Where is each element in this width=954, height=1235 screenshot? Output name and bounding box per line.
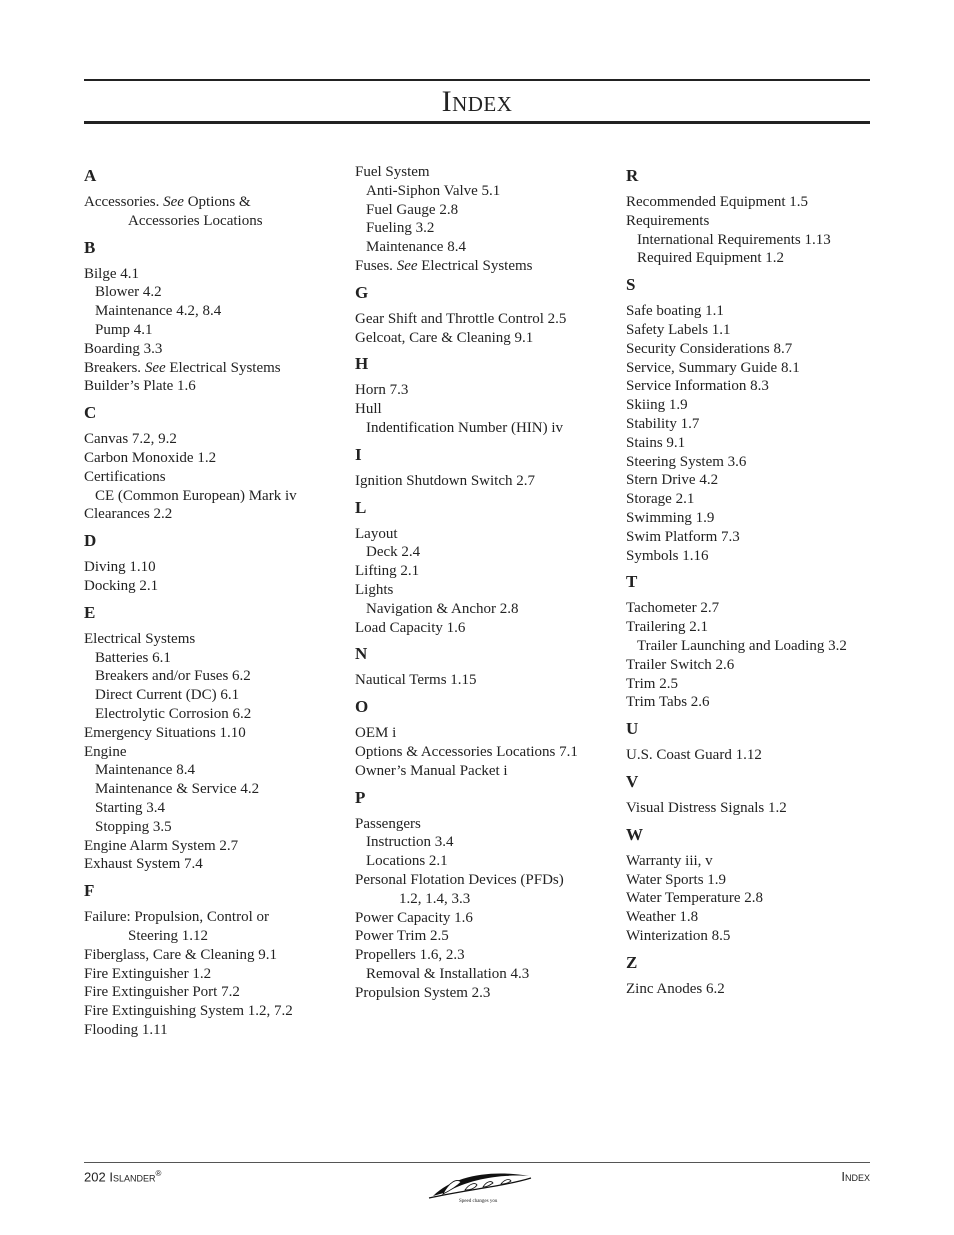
index-section — [355, 787, 620, 1003]
index-entry — [626, 528, 891, 547]
index-column-1 — [84, 163, 349, 1046]
entry-text: Breakers. — [84, 359, 145, 376]
index-subentry — [84, 705, 349, 724]
index-subentry — [84, 761, 349, 780]
index-entry — [355, 671, 620, 690]
entry-text: OEM i — [355, 725, 397, 742]
entry-text: Security Considerations 8.7 — [626, 340, 793, 357]
entry-text: Direct Current (DC) 6.1 — [95, 687, 240, 704]
index-section — [355, 643, 620, 690]
index-entry — [355, 946, 620, 965]
see-reference: See — [163, 194, 184, 210]
index-entry — [626, 980, 891, 999]
entry-target: Options & — [183, 194, 251, 210]
index-entry — [84, 193, 349, 231]
index-letter-heading: C — [84, 403, 97, 423]
entry-text: Layout — [355, 525, 398, 542]
index-subentry — [355, 852, 620, 871]
index-entry-list — [84, 908, 349, 1040]
entry-text: Flooding 1.11 — [84, 1021, 168, 1038]
index-entry-list — [355, 525, 620, 638]
footer-rule — [84, 1162, 870, 1163]
entry-text: Blower 4.2 — [95, 284, 162, 301]
index-entry — [355, 525, 620, 544]
header-rule-bottom — [84, 121, 870, 124]
index-letter-heading: Z — [626, 952, 638, 972]
entry-text: Fuel System — [355, 164, 430, 180]
index-entry-list — [84, 630, 349, 874]
index-entry — [355, 562, 620, 581]
index-letter-heading: G — [355, 282, 369, 302]
entry-text: Zinc Anodes 6.2 — [626, 980, 725, 997]
index-section — [626, 824, 891, 946]
index-subentry — [84, 649, 349, 668]
entry-text: Winterization 8.5 — [626, 927, 731, 944]
index-subentry — [626, 637, 891, 656]
index-entry — [626, 340, 891, 359]
index-section — [355, 696, 620, 780]
index-subentry — [355, 201, 620, 220]
index-entry — [355, 581, 620, 600]
entry-continuation: 1.2, 1.4, 3.3 — [399, 890, 471, 907]
index-entry — [84, 377, 349, 396]
footer-page-label — [84, 1169, 161, 1184]
index-entry — [84, 983, 349, 1002]
entry-text: Electrical Systems — [84, 630, 196, 647]
entry-text: Propellers 1.6, 2.3 — [355, 947, 465, 964]
index-entry — [84, 577, 349, 596]
index-subentry — [355, 219, 620, 238]
index-section — [355, 497, 620, 638]
entry-text: Warranty iii, v — [626, 852, 713, 869]
index-section — [626, 952, 891, 999]
entry-text: Safe boating 1.1 — [626, 303, 724, 320]
index-subentry — [84, 302, 349, 321]
index-section — [355, 444, 620, 491]
index-section — [84, 402, 349, 524]
index-subentry — [355, 600, 620, 619]
entry-text: Instruction 3.4 — [366, 834, 454, 851]
index-entry — [84, 449, 349, 468]
index-entry — [626, 415, 891, 434]
index-letter-heading: N — [355, 644, 368, 664]
index-subentry — [626, 231, 891, 250]
index-entry — [626, 396, 891, 415]
entry-text: Lights — [355, 581, 394, 598]
index-entry — [84, 505, 349, 524]
entry-text: Clearances 2.2 — [84, 506, 173, 523]
index-entry — [626, 193, 891, 212]
index-letter-heading: D — [84, 531, 97, 551]
index-subentry — [84, 686, 349, 705]
index-entry-list — [84, 193, 349, 231]
entry-text: Certifications — [84, 468, 166, 485]
index-subentry — [84, 818, 349, 837]
index-subentry — [84, 780, 349, 799]
entry-text: Visual Distress Signals 1.2 — [626, 799, 787, 816]
entry-text: Symbols 1.16 — [626, 547, 709, 564]
index-letter-heading: B — [84, 237, 96, 257]
index-entry — [355, 381, 620, 400]
index-entry — [626, 675, 891, 694]
index-letter-heading: L — [355, 497, 367, 517]
index-entry — [84, 743, 349, 762]
entry-text: Tachometer 2.7 — [626, 600, 720, 617]
entry-text: Gear Shift and Throttle Control 2.5 — [355, 310, 567, 327]
index-subentry — [355, 182, 620, 201]
entry-text: Batteries 6.1 — [95, 649, 171, 666]
index-entry — [84, 340, 349, 359]
index-entry — [626, 490, 891, 509]
entry-text: Service, Summary Guide 8.1 — [626, 359, 800, 376]
index-entry — [355, 472, 620, 491]
entry-text: International Requirements 1.13 — [637, 231, 831, 248]
index-column-3 — [626, 163, 891, 1005]
entry-text: Swimming 1.9 — [626, 509, 715, 526]
entry-text: Power Capacity 1.6 — [355, 909, 473, 926]
index-entry-list — [355, 815, 620, 1003]
index-entry — [355, 984, 620, 1003]
see-reference: See — [396, 257, 418, 274]
entry-text: Failure: Propulsion, Control or — [84, 909, 269, 926]
index-entry-list — [355, 472, 620, 491]
index-entry-list — [626, 852, 891, 946]
entry-continuation: Accessories Locations — [128, 212, 263, 229]
index-entry — [626, 377, 891, 396]
entry-text: Docking 2.1 — [84, 577, 159, 594]
entry-text: U.S. Coast Guard 1.12 — [626, 747, 762, 764]
index-entry — [84, 430, 349, 449]
index-letter-heading: T — [626, 572, 638, 592]
entry-text: Hull — [355, 401, 382, 418]
entry-text: Horn 7.3 — [355, 382, 409, 399]
index-entry — [84, 837, 349, 856]
index-letter-heading: W — [626, 824, 643, 844]
index-entry — [626, 746, 891, 765]
entry-text: Stability 1.7 — [626, 415, 700, 432]
entry-text: Steering System 3.6 — [626, 453, 747, 470]
entry-text: Trailering 2.1 — [626, 619, 708, 636]
baja-logo-icon — [425, 1168, 535, 1206]
entry-text: Safety Labels 1.1 — [626, 321, 731, 338]
model-name: Islander — [109, 1169, 156, 1185]
index-entry — [626, 509, 891, 528]
entry-text: Boarding 3.3 — [84, 340, 163, 357]
entry-text: Engine — [84, 743, 127, 760]
index-letter-heading: O — [355, 697, 369, 717]
index-entry — [626, 302, 891, 321]
entry-text: Recommended Equipment 1.5 — [626, 194, 809, 210]
entry-text: Diving 1.10 — [84, 559, 156, 576]
index-entry — [355, 163, 620, 182]
index-section — [84, 237, 349, 397]
index-section — [355, 353, 620, 437]
index-entry-list — [355, 671, 620, 690]
index-entry — [355, 724, 620, 743]
entry-text: Builder’s Plate 1.6 — [84, 378, 196, 395]
entry-text: Deck 2.4 — [366, 544, 421, 561]
entry-text: Carbon Monoxide 1.2 — [84, 449, 217, 466]
index-entry-list — [355, 310, 620, 348]
entry-text: Fire Extinguisher 1.2 — [84, 965, 212, 982]
entry-text: Maintenance 4.2, 8.4 — [95, 303, 222, 320]
entry-target: Electrical Systems — [165, 359, 281, 376]
page-number: 202 — [84, 1169, 106, 1185]
entry-text: Navigation & Anchor 2.8 — [366, 600, 519, 617]
entry-text: Fiberglass, Care & Cleaning 9.1 — [84, 946, 278, 963]
entry-text: Locations 2.1 — [366, 853, 448, 870]
entry-text: Service Information 8.3 — [626, 378, 769, 395]
index-entry — [84, 965, 349, 984]
entry-text: Nautical Terms 1.15 — [355, 672, 477, 689]
index-entry — [626, 453, 891, 472]
entry-text: Personal Flotation Devices (PFDs) — [355, 871, 564, 888]
entry-text: Lifting 2.1 — [355, 563, 420, 580]
index-section — [626, 718, 891, 765]
index-entry-list — [626, 746, 891, 765]
index-letter-heading: S — [626, 275, 636, 295]
entry-text: Trim Tabs 2.6 — [626, 694, 710, 711]
entry-text: Bilge 4.1 — [84, 265, 139, 282]
entry-text: Gelcoat, Care & Cleaning 9.1 — [355, 329, 534, 346]
index-entry — [626, 693, 891, 712]
entry-text: Exhaust System 7.4 — [84, 856, 203, 873]
entry-text: Propulsion System 2.3 — [355, 984, 491, 1001]
index-entry — [626, 656, 891, 675]
index-section — [84, 165, 349, 231]
index-section — [626, 274, 891, 565]
entry-text: Canvas 7.2, 9.2 — [84, 431, 177, 448]
index-entry — [626, 889, 891, 908]
index-subentry — [84, 667, 349, 686]
index-entry — [355, 310, 620, 329]
index-entry — [626, 927, 891, 946]
index-section — [626, 165, 891, 268]
index-letter-heading: E — [84, 602, 96, 622]
index-entry — [626, 871, 891, 890]
index-subentry — [355, 419, 620, 438]
entry-text: Ignition Shutdown Switch 2.7 — [355, 472, 536, 489]
index-entry — [355, 619, 620, 638]
index-entry-list — [355, 724, 620, 780]
entry-text: Trailer Launching and Loading 3.2 — [637, 637, 847, 654]
index-entry — [355, 329, 620, 348]
entry-text: Breakers and/or Fuses 6.2 — [95, 668, 251, 685]
index-entry — [626, 908, 891, 927]
entry-text: Requirements — [626, 212, 710, 229]
index-entry-list — [626, 193, 891, 268]
index-entry — [355, 257, 620, 276]
index-entry-list — [84, 558, 349, 596]
index-letter-heading: H — [355, 354, 369, 374]
entry-text: Starting 3.4 — [95, 799, 165, 816]
index-entry-list — [626, 799, 891, 818]
index-entry — [355, 762, 620, 781]
entry-continuation: Steering 1.12 — [128, 927, 208, 944]
index-entry — [84, 359, 349, 378]
index-entry-list — [355, 381, 620, 437]
index-entry — [626, 212, 891, 231]
index-section — [84, 530, 349, 596]
index-section — [355, 282, 620, 348]
entry-text: Indentification Number (HIN) iv — [366, 419, 564, 436]
page-title: Index — [441, 85, 513, 118]
index-entry-list — [626, 980, 891, 999]
index-entry-list — [626, 302, 891, 565]
header-rule-top — [84, 79, 870, 81]
entry-text: Power Trim 2.5 — [355, 928, 449, 945]
index-subentry — [355, 238, 620, 257]
index-entry — [626, 618, 891, 637]
index-entry — [84, 855, 349, 874]
index-subentry — [84, 283, 349, 302]
index-section — [626, 571, 891, 712]
footer-section-label: Index — [841, 1169, 870, 1184]
index-entry — [626, 359, 891, 378]
entry-text: Passengers — [355, 815, 421, 832]
entry-text: Stopping 3.5 — [95, 818, 172, 835]
entry-text: Engine Alarm System 2.7 — [84, 837, 239, 854]
entry-text: Trailer Switch 2.6 — [626, 656, 735, 673]
entry-text: Pump 4.1 — [95, 321, 153, 338]
index-entry — [626, 852, 891, 871]
index-letter-heading: R — [626, 166, 639, 185]
entry-text: Storage 2.1 — [626, 491, 695, 508]
index-entry — [626, 599, 891, 618]
index-entry — [355, 871, 620, 909]
index-entry — [84, 946, 349, 965]
index-entry — [626, 799, 891, 818]
entry-text: Anti-Siphon Valve 5.1 — [366, 182, 501, 199]
entry-text: Fire Extinguishing System 1.2, 7.2 — [84, 1003, 293, 1020]
entry-text: Stains 9.1 — [626, 434, 686, 451]
index-subentry — [84, 799, 349, 818]
index-section — [355, 163, 620, 276]
entry-text: Fueling 3.2 — [366, 220, 435, 237]
entry-text: Electrolytic Corrosion 6.2 — [95, 705, 252, 722]
entry-text: Options & Accessories Locations 7.1 — [355, 743, 578, 760]
index-entry — [626, 547, 891, 566]
index-entry — [355, 400, 620, 419]
index-entry-list — [355, 163, 620, 276]
index-entry — [84, 1002, 349, 1021]
entry-text: Owner’s Manual Packet i — [355, 762, 508, 779]
index-subentry — [84, 321, 349, 340]
index-section — [84, 880, 349, 1040]
index-entry — [84, 724, 349, 743]
index-entry — [84, 468, 349, 487]
entry-text: Fire Extinguisher Port 7.2 — [84, 984, 240, 1001]
index-subentry — [626, 249, 891, 268]
index-entry — [84, 630, 349, 649]
entry-text: Maintenance & Service 4.2 — [95, 781, 260, 798]
index-section — [626, 771, 891, 818]
entry-text: Required Equipment 1.2 — [637, 250, 785, 267]
index-entry-list — [84, 265, 349, 397]
index-entry-list — [626, 599, 891, 712]
entry-text: Trim 2.5 — [626, 675, 678, 692]
index-entry — [355, 743, 620, 762]
entry-text: Accessories. — [84, 194, 164, 210]
entry-text: Fuses. — [355, 257, 397, 274]
index-entry — [626, 321, 891, 340]
index-letter-heading: F — [84, 881, 95, 901]
index-entry — [84, 265, 349, 284]
entry-text: Emergency Situations 1.10 — [84, 724, 246, 741]
index-letter-heading: V — [626, 771, 639, 791]
index-entry — [355, 927, 620, 946]
entry-text: Fuel Gauge 2.8 — [366, 201, 459, 218]
entry-text: Maintenance 8.4 — [95, 762, 195, 779]
index-letter-heading: P — [355, 787, 366, 807]
index-entry — [355, 815, 620, 834]
entry-text: Removal & Installation 4.3 — [366, 965, 530, 982]
logo-tagline: Speed changes you — [459, 1199, 498, 1204]
index-letter-heading: I — [355, 444, 362, 464]
registered-mark: ® — [155, 1169, 162, 1178]
index-subentry — [355, 965, 620, 984]
entry-text: Weather 1.8 — [626, 909, 699, 926]
entry-text: Water Sports 1.9 — [626, 871, 727, 888]
index-entry — [355, 909, 620, 928]
index-section — [84, 602, 349, 874]
index-entry-list — [84, 430, 349, 524]
index-entry — [626, 434, 891, 453]
index-letter-heading: A — [84, 166, 97, 185]
entry-target: Electrical Systems — [417, 257, 533, 274]
index-entry — [84, 1021, 349, 1040]
index-entry — [626, 471, 891, 490]
entry-text: Swim Platform 7.3 — [626, 528, 740, 545]
index-letter-heading: U — [626, 719, 639, 739]
index-column-2 — [355, 163, 620, 1009]
entry-text: Skiing 1.9 — [626, 397, 688, 414]
index-entry — [84, 558, 349, 577]
see-reference: See — [144, 359, 166, 376]
index-subentry — [84, 487, 349, 506]
index-entry — [84, 908, 349, 946]
entry-text: Maintenance 8.4 — [366, 239, 466, 256]
entry-text: CE (Common European) Mark iv — [95, 487, 297, 504]
entry-text: Stern Drive 4.2 — [626, 472, 719, 489]
entry-text: Water Temperature 2.8 — [626, 890, 763, 907]
entry-text: Load Capacity 1.6 — [355, 619, 466, 636]
index-subentry — [355, 543, 620, 562]
index-subentry — [355, 833, 620, 852]
